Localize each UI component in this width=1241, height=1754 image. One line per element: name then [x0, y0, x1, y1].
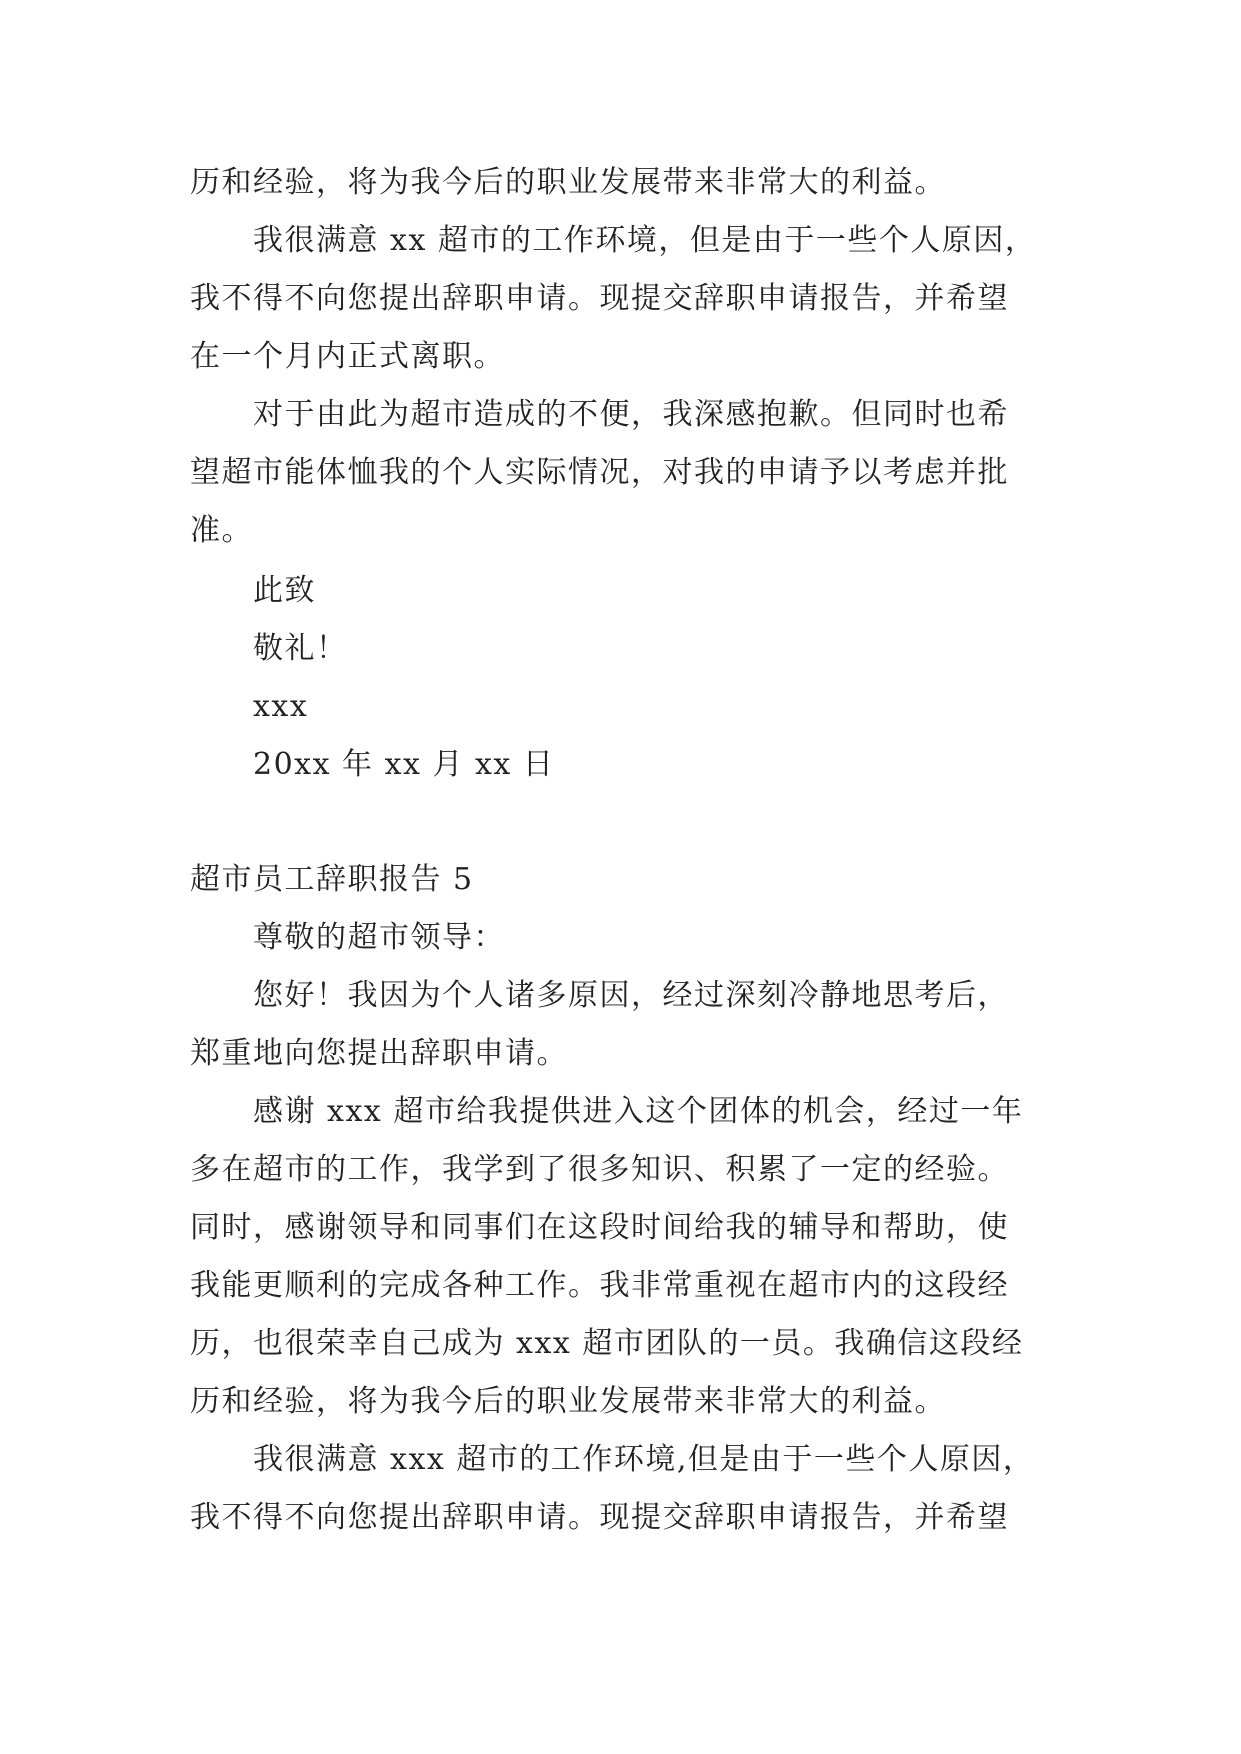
paragraph-line: 我很满意 xx 超市的工作环境，但是由于一些个人原因，	[253, 223, 1037, 258]
paragraph-line: 历和经验，将为我今后的职业发展带来非常大的利益。	[190, 165, 946, 200]
paragraph-line: 我不得不向您提出辞职申请。现提交辞职申请报告，并希望	[190, 1500, 1009, 1535]
paragraph-line: 历和经验，将为我今后的职业发展带来非常大的利益。	[190, 1384, 946, 1419]
closing-regards: 敬礼！	[253, 631, 348, 666]
paragraph-line: 对于由此为超市造成的不便，我深感抱歉。但同时也希	[253, 397, 1009, 432]
letter-greeting: 尊敬的超市领导：	[253, 920, 505, 955]
paragraph-line: 我不得不向您提出辞职申请。现提交辞职申请报告，并希望	[190, 281, 1009, 316]
paragraph-line: 望超市能体恤我的个人实际情况，对我的申请予以考虑并批	[190, 455, 1009, 490]
paragraph-line: 多在超市的工作，我学到了很多知识、积累了一定的经验。	[190, 1152, 1009, 1187]
paragraph-line: 在一个月内正式离职。	[190, 339, 505, 374]
paragraph-line: 同时，感谢领导和同事们在这段时间给我的辅导和帮助，使	[190, 1210, 1009, 1245]
section-title: 超市员工辞职报告 5	[190, 862, 474, 897]
closing-salutation: 此致	[253, 573, 316, 608]
paragraph-line: 您好！我因为个人诸多原因，经过深刻冷静地思考后，	[253, 978, 1009, 1013]
signature-name: xxx	[253, 689, 309, 724]
paragraph-line: 我很满意 xxx 超市的工作环境,但是由于一些个人原因，	[253, 1442, 1035, 1477]
paragraph-line: 郑重地向您提出辞职申请。	[190, 1036, 568, 1071]
paragraph-line: 准。	[190, 513, 253, 548]
paragraph-line: 我能更顺利的完成各种工作。我非常重视在超市内的这段经	[190, 1268, 1009, 1303]
paragraph-line: 历，也很荣幸自己成为 xxx 超市团队的一员。我确信这段经	[190, 1326, 1024, 1361]
signature-date: 20xx 年 xx 月 xx 日	[253, 747, 555, 782]
paragraph-line: 感谢 xxx 超市给我提供进入这个团体的机会，经过一年	[253, 1094, 1024, 1129]
